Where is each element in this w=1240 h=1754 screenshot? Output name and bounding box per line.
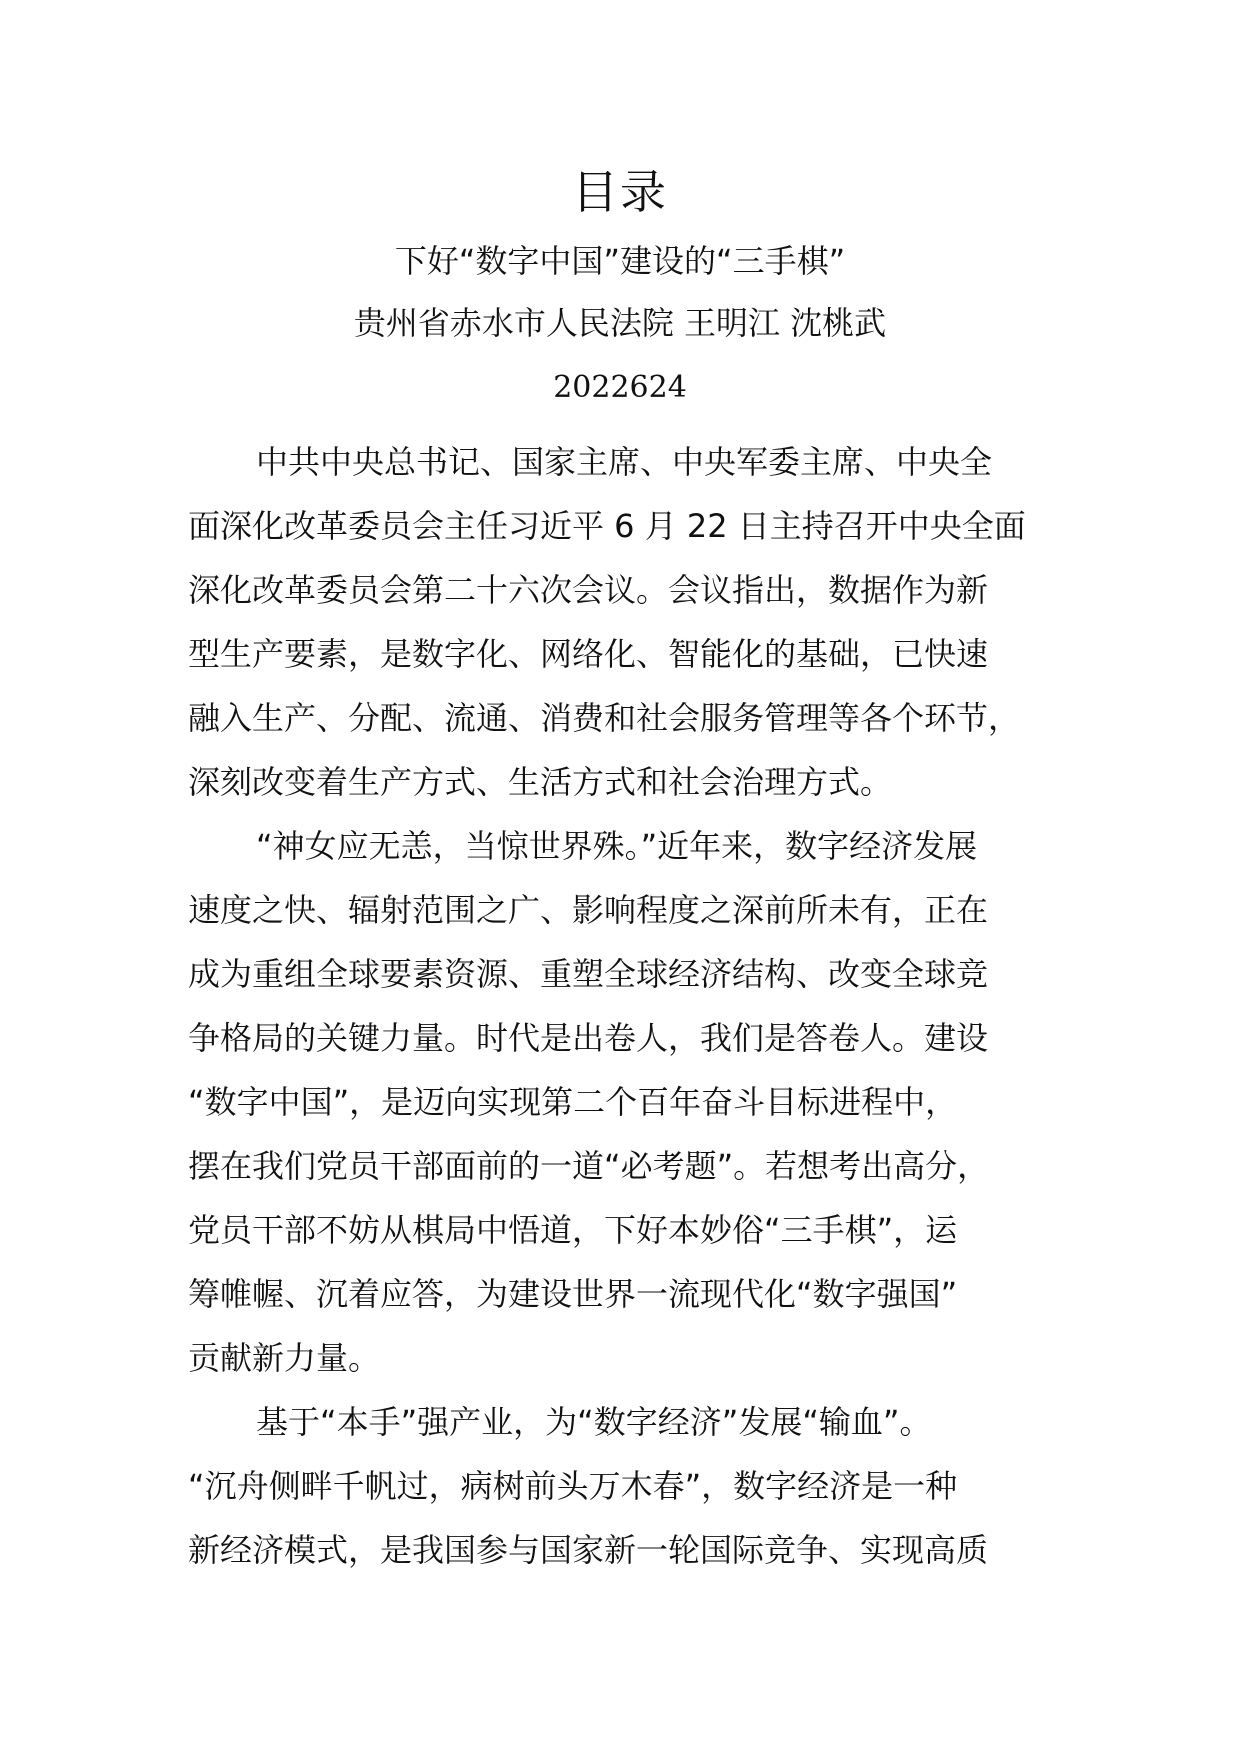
- author-line: 贵州省赤水市人民法院 王明江 沈桃武: [353, 304, 887, 342]
- paragraph-line: 贡献新力量。: [188, 1339, 381, 1377]
- paragraph-line: 摆在我们党员干部面前的一道“必考题”。若想考出高分，: [188, 1147, 990, 1185]
- paragraph-line: “数字中国”，是迈向实现第二个百年奋斗目标进程中，: [188, 1083, 958, 1121]
- paragraph-line: 新经济模式，是我国参与国家新一轮国际竞争、实现高质: [188, 1531, 989, 1569]
- paragraph-line: “沉舟侧畔千帆过，病树前头万木春”，数字经济是一种: [188, 1467, 958, 1505]
- paragraph-line: 面深化改革委员会主任习近平 6 月 22 日主持召开中央全面: [188, 507, 1026, 545]
- date-line: 2022624: [553, 370, 687, 405]
- paragraph-line: 筹帷幄、沉着应答，为建设世界一流现代化“数字强国”: [188, 1275, 958, 1313]
- paragraph-line: 争格局的关键力量。时代是出卷人，我们是答卷人。建设: [188, 1019, 989, 1057]
- paragraph-line: “神女应无恙，当惊世界殊。”近年来，数字经济发展: [256, 827, 978, 865]
- paragraph-line: 型生产要素，是数字化、网络化、智能化的基础，已快速: [188, 635, 989, 673]
- paragraph-line: 党员干部不妨从棋局中悟道，下好本妙俗“三手棋”，运: [188, 1211, 958, 1249]
- paragraph-line: 基于“本手”强产业，为“数字经济”发展“输血”。: [256, 1403, 932, 1441]
- paragraph-line: 成为重组全球要素资源、重塑全球经济结构、改变全球竞: [188, 955, 989, 993]
- paragraph-line: 速度之快、辐射范围之广、影响程度之深前所未有，正在: [188, 891, 989, 929]
- paragraph-line: 融入生产、分配、流通、消费和社会服务管理等各个环节，: [188, 699, 1021, 737]
- paragraph-line: 中共中央总书记、国家主席、中央军委主席、中央全: [256, 443, 993, 481]
- article-title: 下好“数字中国”建设的“三手棋”: [394, 242, 846, 280]
- article-body: [188, 430, 1068, 1582]
- paragraph-line: 深刻改变着生产方式、生活方式和社会治理方式。: [188, 763, 893, 801]
- document-title: 目录: [572, 165, 668, 219]
- paragraph-line: 深化改革委员会第二十六次会议。会议指出，数据作为新: [188, 571, 989, 609]
